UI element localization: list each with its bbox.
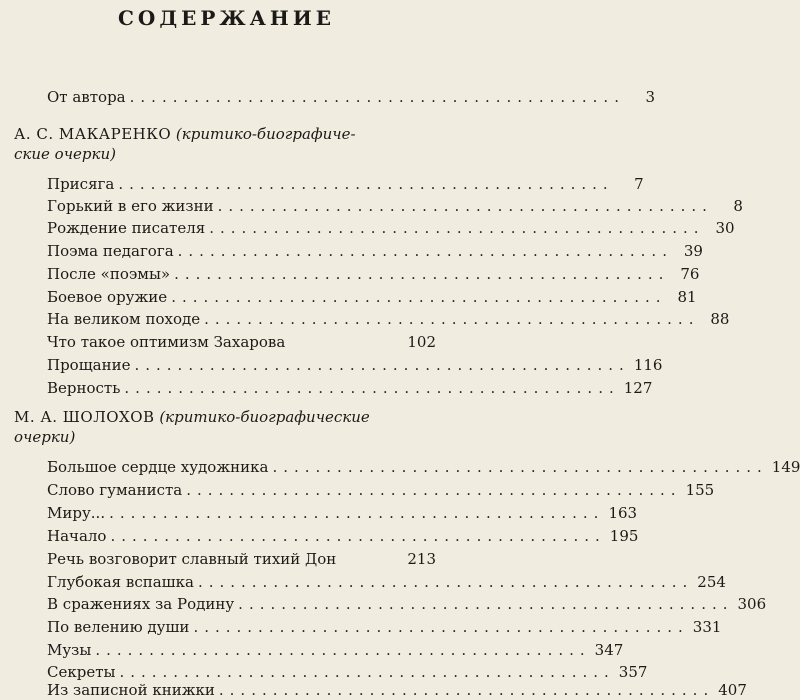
entry-page: 102 [407,333,436,351]
toc-entry [47,523,639,545]
entry-page: 76 [680,265,700,283]
toc-entry [47,284,697,306]
leader-dots: .............................................. [109,504,605,522]
entry-title: Глубокая вспашка [47,573,194,591]
leader-dots: .............................................. [217,197,713,215]
entry-title: После «поэмы» [47,265,171,283]
entry-title: От автора [47,88,126,106]
leader-dots: .............................................. [238,595,734,613]
entry-page: 39 [683,242,703,260]
leader-dots: .............................................. [95,641,591,659]
toc-entry [47,215,735,237]
leader-dots: .............................................. [134,356,630,374]
entry-page: 116 [633,356,663,374]
leader-dots: .............................................. [119,663,615,681]
toc-entry [47,546,436,568]
entry-title: Горький в его жизни [47,197,214,215]
entry-title: Речь возговорит славный тихий Дон [47,550,337,568]
entry-page: 357 [618,663,648,681]
entry-page: 254 [697,573,726,591]
entry-title: Что такое оптимизм Захарова [47,333,286,351]
leader-dots: .............................................. [218,681,715,699]
entry-title: Из записной книжки [47,681,215,699]
section-header-sholokhov [14,407,434,447]
toc-entry [47,454,800,476]
entry-page: 407 [718,681,747,699]
entry-title: Большое сердце художника [47,458,269,476]
toc-entry [47,500,638,522]
leader-dots: .............................................. [193,618,689,636]
entry-page: 3 [645,88,655,106]
entry-title: Начало [47,527,107,545]
toc-entry [47,193,743,215]
toc-entry [47,477,715,499]
toc-entry [47,637,624,659]
entry-page: 7 [634,175,644,193]
section-subtitle-line1: (критико-биографические [159,408,370,426]
entry-page: 8 [733,197,743,215]
toc-entry [47,329,436,351]
entry-page: 347 [594,641,624,659]
leader-dots: .............................................. [186,481,682,499]
entry-title: На великом походе [47,310,201,328]
entry-page: 127 [623,379,653,397]
leader-dots: .............................................. [124,379,620,397]
entry-title: Музы [47,641,92,659]
entry-page: 195 [609,527,639,545]
entry-page: 88 [710,310,730,328]
leader-dots: .............................................. [272,458,768,476]
entry-title: Прощание [47,356,131,374]
leader-dots: .............................................. [177,242,673,260]
toc-entry [47,352,663,374]
entry-title: Слово гуманиста [47,481,183,499]
toc-entry [47,569,726,591]
leader-dots: .............................................. [174,265,670,283]
toc-entry [47,614,722,636]
entry-title: Секреты [47,663,116,681]
entry-page: 213 [407,550,436,568]
entry-page: 163 [608,504,638,522]
leader-dots: .............................................. [110,527,606,545]
leader-dots: .............................................. [209,219,705,237]
leader-dots: .............................................. [204,310,700,328]
section-header-makarenko [14,124,434,164]
section-author: М. А. ШОЛОХОВ [14,408,155,426]
leader-dots: .............................................. [129,88,625,106]
entry-page: 306 [737,595,767,613]
toc-entry [47,238,703,260]
entry-title: Миру... [47,504,106,522]
section-subtitle-line2: очерки) [14,428,76,446]
entry-title: Присяга [47,175,115,193]
toc-entry [47,306,730,328]
contents-heading: СОДЕРЖАНИЕ [118,6,335,30]
toc-entry [47,591,767,613]
entry-page: 30 [715,219,735,237]
entry-title: Верность [47,379,121,397]
section-author: А. С. МАКАРЕНКО [14,125,172,143]
toc-entry [47,261,700,283]
entry-title: Поэма педагога [47,242,174,260]
entry-title: Боевое оружие [47,288,168,306]
entry-page: 331 [692,618,722,636]
toc-entry [47,677,747,699]
toc-entry-preface [47,84,655,106]
toc-entry [47,375,653,397]
section-subtitle-line1: (критико-биографиче- [175,125,356,143]
entry-title: По велению души [47,618,190,636]
toc-entry [47,171,644,193]
entry-page: 155 [685,481,715,499]
leader-dots: .............................................. [171,288,667,306]
entry-page: 81 [677,288,697,306]
section-subtitle-line2: ские очерки) [14,145,116,163]
leader-dots: .............................................. [197,573,694,591]
entry-title: В сражениях за Родину [47,595,235,613]
leader-dots: .............................................. [118,175,614,193]
entry-page: 149 [771,458,800,476]
entry-title: Рождение писателя [47,219,206,237]
